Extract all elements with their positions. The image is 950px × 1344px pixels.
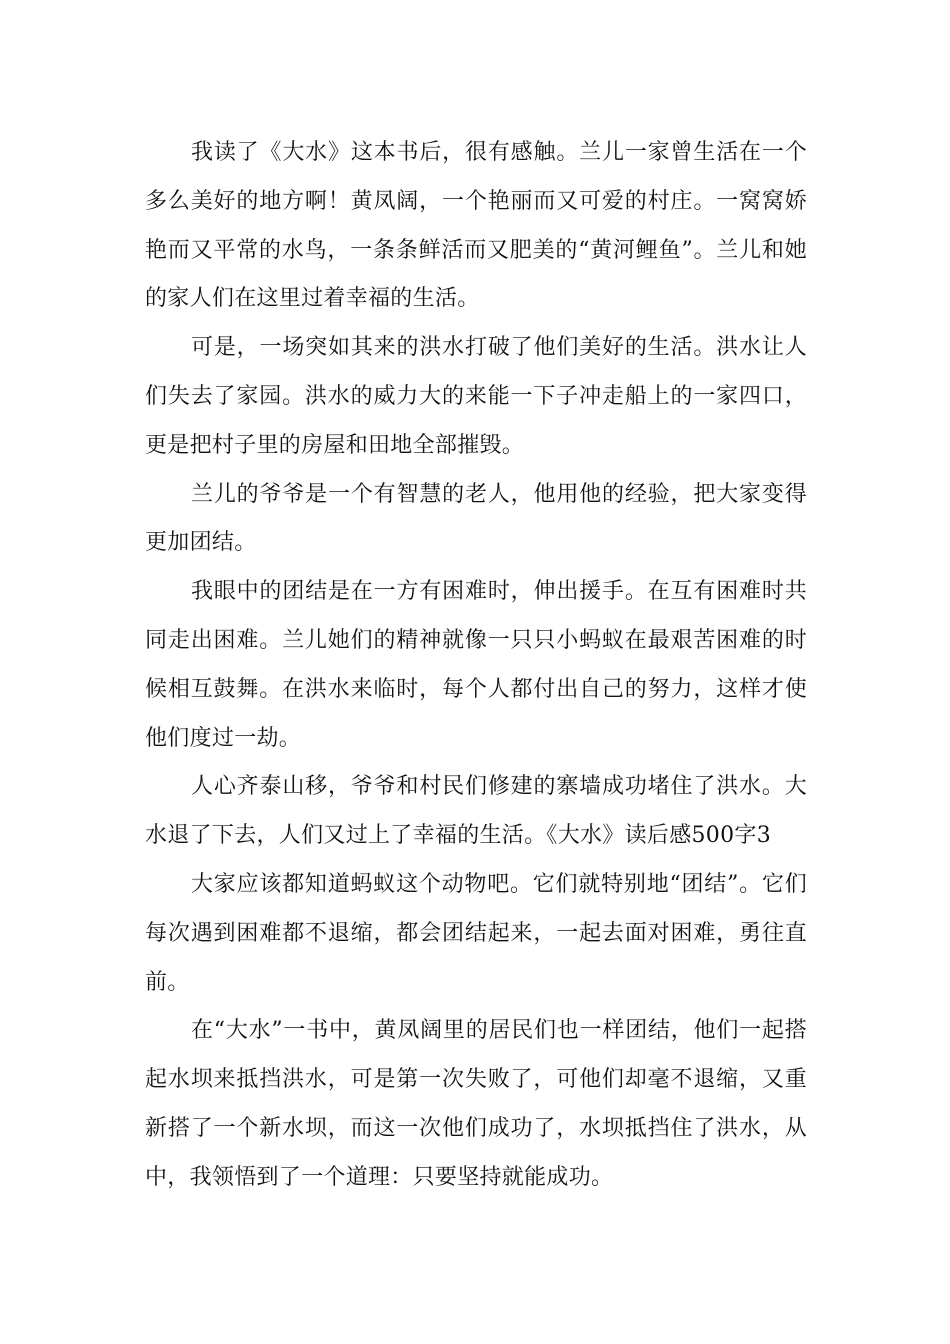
paragraph-2: 可是，一场突如其来的洪水打破了他们美好的生活。洪水让人们失去了家园。洪水的威力大的来能一下子冲走船上的一家四口，更是把村子里的房屋和田地全部摧毁。 <box>145 335 807 458</box>
paragraph-7: 在“大水”一书中，黄凤阔里的居民们也一样团结，他们一起搭起水坝来抵挡洪水，可是第一次失败了，可他们却毫不退缩，又重新搭了一个新水坝，而这一次他们成功了，水坝抵挡住了洪水，从中，我领悟到了一个道理：只要坚持就能成功。 <box>145 1018 807 1190</box>
paragraph-5: 人心齐泰山移，爷爷和村民们修建的寨墙成功堵住了洪水。大水退了下去，人们又过上了幸福的生活。《大水》读后感500字3 <box>145 774 807 849</box>
paragraph-6: 大家应该都知道蚂蚁这个动物吧。它们就特别地“团结”。它们每次遇到困难都不退缩，都会团结起来，一起去面对困难，勇往直前。 <box>145 871 807 995</box>
paragraph-4: 我眼中的团结是在一方有困难时，伸出援手。在互有困难时共同走出困难。兰儿她们的精神就像一只只小蚂蚁在最艰苦困难的时候相互鼓舞。在洪水来临时，每个人都付出自己的努力，这样才使他们度过一劫。 <box>145 579 807 751</box>
document-body <box>145 129 807 1203</box>
paragraph-1: 我读了《大水》这本书后，很有感触。兰儿一家曾生活在一个多么美好的地方啊！黄凤阔，一个艳丽而又可爱的村庄。一窝窝娇艳而又平常的水鸟，一条条鲜活而又肥美的“黄河鲤鱼”。兰儿和她的家人们在这里过着幸福的生活。 <box>145 140 807 312</box>
paragraph-3: 兰儿的爷爷是一个有智慧的老人，他用他的经验，把大家变得更加团结。 <box>145 481 807 556</box>
